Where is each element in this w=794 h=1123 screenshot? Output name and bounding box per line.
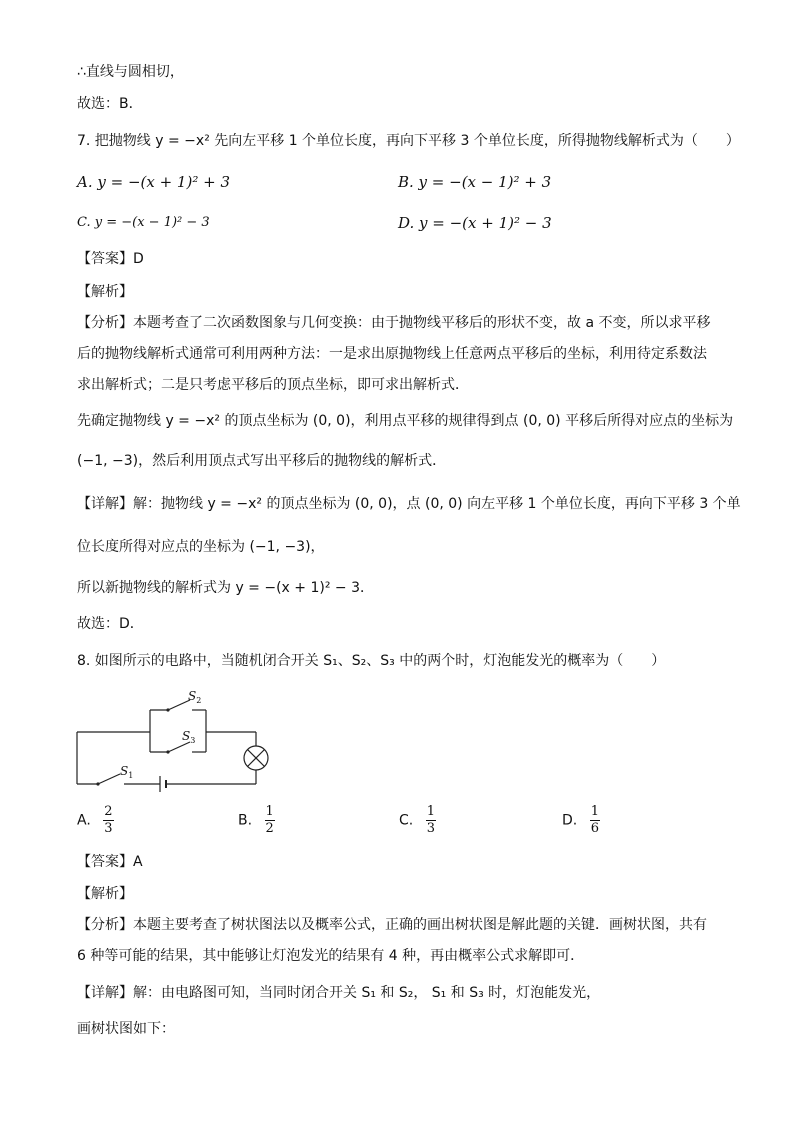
q7-detail-line: 位长度所得对应点的坐标为 (−1, −3)， bbox=[77, 539, 325, 555]
line-answer-prev: 故选：B． bbox=[77, 96, 143, 112]
q8-analysis-line: 【分析】本题主要考查了树状图法以及概率公式，正确的画出树状图是解此题的关键．画树状图，共有 bbox=[77, 917, 707, 933]
q8-option-b: B. $\frac{1}{2}$ bbox=[238, 804, 274, 836]
question-8: 8. 如图所示的电路中，当随机闭合开关 S₁、S₂、S₃ 中的两个时，灯泡能发光的概率为（ ） bbox=[77, 653, 666, 669]
q7-choice-line: 故选：D． bbox=[77, 616, 144, 632]
q8-option-a: A. $\frac{2}{3}$ bbox=[77, 804, 113, 836]
label-s1: $S_1$ bbox=[120, 764, 134, 780]
q7-analysis-line: 【分析】本题考查了二次函数图象与几何变换：由于抛物线平移后的形状不变，故 a 不变，所以求平移 bbox=[77, 315, 711, 331]
label-s3: $S_3$ bbox=[182, 729, 196, 745]
q8-detail-line: 画树状图如下： bbox=[77, 1021, 175, 1037]
q8-answer: 【答案】A bbox=[77, 854, 143, 870]
q7-analysis-line: 求出解析式；二是只考虑平移后的顶点坐标，即可求出解析式． bbox=[77, 377, 469, 393]
q8-analysis-line: 6 种等可能的结果，其中能够让灯泡发光的结果有 4 种，再由概率公式求解即可． bbox=[77, 948, 585, 964]
q8-detail-line: 【详解】解：由电路图可知，当同时闭合开关 S₁ 和 S₂， S₁ 和 S₃ 时，灯泡能发光， bbox=[77, 985, 601, 1001]
q8-option-d: D. $\frac{1}{6}$ bbox=[562, 804, 599, 836]
q7-analysis-line: 后的抛物线解析式通常可利用两种方法：一是求出原抛物线上任意两点平移后的坐标，利用待定系数法 bbox=[77, 346, 707, 362]
q7-option-b: B. y = −(x − 1)² + 3 bbox=[398, 173, 552, 191]
circuit-diagram bbox=[72, 688, 292, 798]
q7-option-d: D. y = −(x + 1)² − 3 bbox=[398, 214, 552, 232]
q7-answer: 【答案】D bbox=[77, 251, 144, 267]
q7-option-a: A. y = −(x + 1)² + 3 bbox=[77, 173, 230, 191]
q7-analysis-line: 先确定抛物线 y = −x² 的顶点坐标为 (0, 0)，利用点平移的规律得到点 (0, 0) 平移后所得对应点的坐标为 bbox=[77, 413, 734, 429]
line-conclusion: ∴直线与圆相切， bbox=[77, 64, 184, 80]
q7-analysis-line: (−1, −3)，然后利用顶点式写出平移后的抛物线的解析式． bbox=[77, 453, 447, 469]
q7-detail-line: 【详解】解：抛物线 y = −x² 的顶点坐标为 (0, 0)，点 (0, 0) 向左平移 1 个单位长度，再向下平移 3 个单 bbox=[77, 496, 741, 512]
q8-option-c: C. $\frac{1}{3}$ bbox=[399, 804, 435, 836]
q7-detail-line: 所以新抛物线的解析式为 y = −(x + 1)² − 3． bbox=[77, 580, 374, 596]
label-s2: $S_2$ bbox=[188, 689, 202, 705]
question-7: 7. 把抛物线 y = −x² 先向左平移 1 个单位长度，再向下平移 3 个单位长度，所得抛物线解析式为（ ） bbox=[77, 133, 740, 149]
q7-option-c: C. y = −(x − 1)² − 3 bbox=[77, 215, 210, 230]
q8-analysis-heading: 【解析】 bbox=[77, 886, 133, 902]
q7-analysis-heading: 【解析】 bbox=[77, 284, 133, 300]
